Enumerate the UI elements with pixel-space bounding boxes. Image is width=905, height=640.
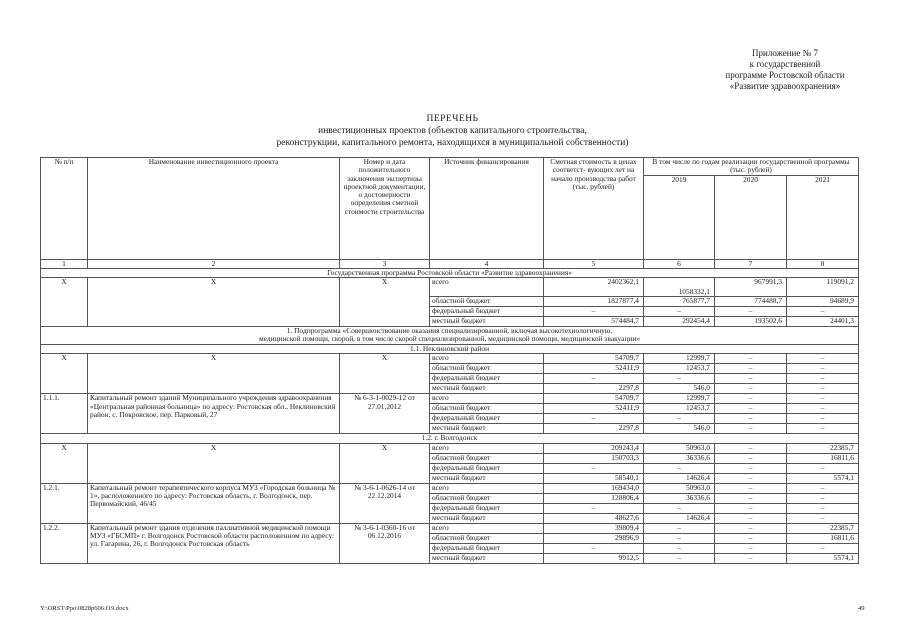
expertise-ref: № 6-3-1-0029-12 от 27.01.2012 [340, 394, 430, 434]
header-col-cost: Сметная стоимость в ценах соответст- вующих лет на начало производства работ (тыс. рублей) [544, 158, 644, 260]
column-number: 5 [544, 259, 644, 268]
year-2021-value: 22385,7 [787, 443, 859, 453]
year-2019-value: 546,0 [644, 384, 715, 394]
year-2019-value: 12453,7 [644, 404, 715, 414]
cost-value: 54709,7 [544, 354, 644, 364]
year-2020-value: – [715, 493, 787, 503]
year-2021-value: – [787, 307, 859, 317]
year-2021-value: 22385,7 [787, 523, 859, 533]
funding-source: областной бюджет [430, 533, 544, 543]
year-2021-value: 94689,9 [787, 297, 859, 307]
header-col-no: № п/п [41, 158, 88, 260]
appendix-line: Приложение № 7 [752, 48, 818, 58]
year-2021-value: – [787, 463, 859, 473]
cost-value: 120806,4 [544, 493, 644, 503]
year-2020-value: 967991,3 [715, 278, 787, 297]
project-name: X [88, 278, 340, 327]
page-number: 49 [858, 605, 865, 612]
funding-source: всего [430, 443, 544, 453]
year-2021-value: – [787, 364, 859, 374]
column-number: 7 [715, 259, 787, 268]
subprogram-title-row [41, 327, 859, 345]
funding-source: местный бюджет [430, 424, 544, 434]
year-2019-value: 12453,7 [644, 364, 715, 374]
row-number: X [41, 278, 88, 327]
year-2021-value: – [787, 394, 859, 404]
funding-source: местный бюджет [430, 317, 544, 327]
cost-value: 574484,7 [544, 317, 644, 327]
year-2021-value: 119091,2 [787, 278, 859, 297]
cost-value: 54709,7 [544, 394, 644, 404]
funding-source: областной бюджет [430, 453, 544, 463]
funding-source: областной бюджет [430, 297, 544, 307]
year-2019-value: – [644, 374, 715, 384]
district-title-row: 1.1. Неклиновский район [41, 345, 859, 354]
cost-value: – [544, 414, 644, 424]
year-2019-value: – [644, 307, 715, 317]
year-2021-value: – [787, 513, 859, 523]
year-2021-value: – [787, 493, 859, 503]
document-title: ПЕРЕЧЕНЬ [426, 114, 479, 124]
year-2021-value: – [787, 374, 859, 384]
year-2020-value: 193502,6 [715, 317, 787, 327]
year-2021-value: 5574,1 [787, 553, 859, 563]
year-2020-value: – [715, 453, 787, 463]
cost-value: 169434,0 [544, 483, 644, 493]
year-2019-value: – [644, 543, 715, 553]
cost-value: 52411,9 [544, 364, 644, 374]
funding-source: всего [430, 394, 544, 404]
cost-value: 48627,6 [544, 513, 644, 523]
appendix-line: программе Ростовской области [725, 70, 845, 80]
year-2019-value: – [644, 414, 715, 424]
year-2019-value: 1058332,1 [644, 278, 715, 297]
funding-source: местный бюджет [430, 473, 544, 483]
column-numbers-row [41, 259, 859, 268]
year-2020-value: – [715, 513, 787, 523]
cost-value: 29896,9 [544, 533, 644, 543]
year-2021-value: – [787, 404, 859, 414]
expertise-ref: X [340, 354, 430, 394]
row-number: X [41, 443, 88, 483]
column-number: 4 [430, 259, 544, 268]
cost-value: 58540,1 [544, 473, 644, 483]
year-2021-value: – [787, 354, 859, 364]
year-2019-value: 50963,0 [644, 443, 715, 453]
investment-projects-table [40, 157, 859, 564]
funding-source: федеральный бюджет [430, 307, 544, 317]
year-2020-value: – [715, 523, 787, 533]
cost-value: 39809,4 [544, 523, 644, 533]
file-path-footer: Y:\ORST\Ppo\0828p606.f19.docx [40, 605, 129, 612]
appendix-line: к государственной [749, 59, 821, 69]
document-subtitle-line: инвестиционных проектов (объектов капитального строительства, [318, 126, 587, 136]
project-name: Капитальный ремонт здания отделения паллиативной медицинской помощи МУЗ «ГБСМП» г. Волгодонск Ростовской области расположенном по адресу: ул. Гагарина, 26, г. Волгодонск Ростовская область [88, 523, 340, 563]
year-2020-value: – [715, 503, 787, 513]
funding-source: областной бюджет [430, 364, 544, 374]
year-2020-value: – [715, 384, 787, 394]
year-2020-value: – [715, 473, 787, 483]
header-year-2019: 2019 [644, 175, 715, 259]
year-2019-value: – [644, 523, 715, 533]
funding-source: всего [430, 523, 544, 533]
cost-value: – [544, 503, 644, 513]
funding-source: областной бюджет [430, 404, 544, 414]
year-2020-value: – [715, 424, 787, 434]
cost-value: – [544, 307, 644, 317]
year-2019-value: – [644, 463, 715, 473]
year-2020-value: – [715, 364, 787, 374]
row-number: 1.2.1. [41, 483, 88, 523]
cost-value: 52411,9 [544, 404, 644, 414]
year-2019-value: – [644, 553, 715, 563]
expertise-ref: X [340, 443, 430, 483]
year-2020-value: – [715, 463, 787, 473]
cost-value: – [544, 543, 644, 553]
expertise-ref: № 3-6-1-0626-14 от 22.12.2014 [340, 483, 430, 523]
row-number: 1.2.2. [41, 523, 88, 563]
funding-source: федеральный бюджет [430, 543, 544, 553]
header-col-name: Наименование инвестиционного проекта [88, 158, 340, 260]
funding-source: местный бюджет [430, 384, 544, 394]
column-number: 1 [41, 259, 88, 268]
column-number: 3 [340, 259, 430, 268]
district-title-row: 1.2. г. Волгодонск [41, 434, 859, 443]
document-subtitle-line: реконструкции, капитального ремонта, находящихся в муниципальной собственности) [276, 138, 629, 148]
cost-value: 2402362,1 [544, 278, 644, 297]
year-2019-value: 546,0 [644, 424, 715, 434]
year-2021-value: – [787, 483, 859, 493]
funding-source: федеральный бюджет [430, 503, 544, 513]
cost-value: 2297,8 [544, 424, 644, 434]
year-2019-value: 12999,7 [644, 394, 715, 404]
year-2019-value: 36336,6 [644, 493, 715, 503]
document-heading [150, 113, 755, 149]
year-2021-value: 5574,1 [787, 473, 859, 483]
funding-source: местный бюджет [430, 513, 544, 523]
cost-value: 209243,4 [544, 443, 644, 453]
project-name: Капитальный ремонт зданий Муниципального учреждения здравоохранения «Центральная районная больница» по адресу: Ростовская обл., Неклиновский район, с. Покровское, пер. Парковый, 27 [88, 394, 340, 434]
year-2019-value: – [644, 533, 715, 543]
year-2020-value: – [715, 414, 787, 424]
year-2019-value: 292454,4 [644, 317, 715, 327]
column-number: 2 [88, 259, 340, 268]
subprogram-title-line: медицинской помощи, скорой, в том числе скорой специализированной, медицинской помощи, медицинской эвакуации» [258, 334, 641, 344]
year-2020-value: – [715, 533, 787, 543]
header-col-source: Источник финансирования [430, 158, 544, 260]
funding-source: федеральный бюджет [430, 463, 544, 473]
year-2020-value: – [715, 443, 787, 453]
year-2021-value: – [787, 384, 859, 394]
year-2020-value: – [715, 543, 787, 553]
year-2019-value: – [644, 503, 715, 513]
project-name: Капитальный ремонт терапевтического корпуса МУЗ «Городская больница № 1», расположенного по адресу: Ростовская область, г. Волгодонск, пер. Первомайский, 46/45 [88, 483, 340, 523]
expertise-ref: № 3-6-1-0360-16 от 06.12.2016 [340, 523, 430, 563]
funding-source: местный бюджет [430, 553, 544, 563]
project-name: X [88, 443, 340, 483]
year-2019-value: 14626,4 [644, 473, 715, 483]
cost-value: – [544, 374, 644, 384]
year-2019-value: 14626,4 [644, 513, 715, 523]
appendix-line: «Развитие здравоохранения» [729, 81, 841, 91]
year-2020-value: – [715, 374, 787, 384]
year-2021-value: 16811,6 [787, 533, 859, 543]
year-2020-value: – [715, 354, 787, 364]
header-year-2020: 2020 [715, 175, 787, 259]
column-number: 8 [787, 259, 859, 268]
header-year-2021: 2021 [787, 175, 859, 259]
expertise-ref: X [340, 278, 430, 327]
year-2021-value: – [787, 503, 859, 513]
cost-value: 2297,8 [544, 384, 644, 394]
column-number: 6 [644, 259, 715, 268]
project-name: X [88, 354, 340, 394]
year-2020-value: – [715, 553, 787, 563]
cost-value: – [544, 463, 644, 473]
year-2020-value: – [715, 483, 787, 493]
year-2020-value: – [715, 404, 787, 414]
year-2021-value: – [787, 543, 859, 553]
year-2019-value: 50963,0 [644, 483, 715, 493]
cost-value: 9912,5 [544, 553, 644, 563]
subprogram-title-line: 1. Подпрограмма «Совершенствование оказания специализированной, включая высокотехнологичную, [286, 326, 613, 336]
funding-source: всего [430, 354, 544, 364]
row-number: 1.1.1. [41, 394, 88, 434]
year-2021-value: 16811,6 [787, 453, 859, 463]
cost-value: 1827877,4 [544, 297, 644, 307]
row-number: X [41, 354, 88, 394]
year-2020-value: – [715, 307, 787, 317]
funding-source: всего [430, 278, 544, 297]
funding-source: федеральный бюджет [430, 414, 544, 424]
year-2020-value: 774488,7 [715, 297, 787, 307]
year-2021-value: 24401,3 [787, 317, 859, 327]
funding-source: всего [430, 483, 544, 493]
funding-source: областной бюджет [430, 493, 544, 503]
year-2019-value: 36336,6 [644, 453, 715, 463]
header-years-group: В том числе по годам реализации государственной программы (тыс. рублей) [644, 158, 859, 176]
cost-value: 150703,3 [544, 453, 644, 463]
year-2021-value: – [787, 414, 859, 424]
appendix-caption [690, 48, 880, 92]
year-2021-value: – [787, 424, 859, 434]
program-title-row: Государственная программа Ростовской области «Развитие здравоохранения» [41, 268, 859, 277]
year-2019-value: 765877,7 [644, 297, 715, 307]
funding-source: федеральный бюджет [430, 374, 544, 384]
year-2019-value: 12999,7 [644, 354, 715, 364]
year-2020-value: – [715, 394, 787, 404]
header-col-expertise: Номер и дата положительного заключения экспертизы проектной документации, о достоверности определения сметной стоимости строительства [340, 158, 430, 260]
